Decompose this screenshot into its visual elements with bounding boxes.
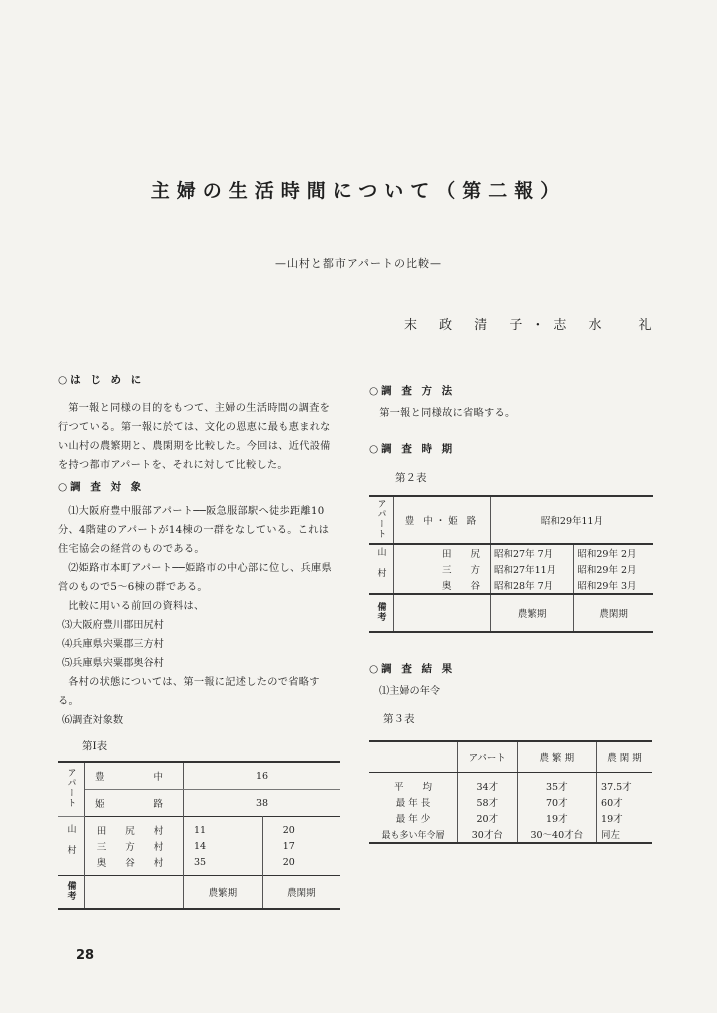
table3-cell: 30〜40才台 [517, 826, 596, 843]
table1-cell: 20 [262, 854, 340, 876]
subject-item-2: ⑵姫路市本町アパート──姫路市の中心部に位し、兵庫県営のもので5〜6棟の群である。 [58, 563, 332, 593]
table3-cell: 58才 [458, 794, 518, 810]
author-last-name: 礼 [638, 318, 661, 333]
table2-cell: 田 尻 [394, 544, 491, 561]
table2-col-header: 農閑期 [574, 594, 653, 632]
table-row [58, 876, 340, 910]
table3-cell: 同左 [597, 826, 652, 843]
left-column [58, 372, 338, 910]
table2-cell: 昭和29年 3月 [574, 577, 653, 594]
table-row [58, 790, 340, 817]
table-row [369, 496, 653, 544]
author-names: 末 政 清 子・志 水 [404, 318, 611, 333]
table3-cell: 60才 [597, 794, 652, 810]
table3-cell: 30才台 [458, 826, 518, 843]
table2-cell: 昭和29年 2月 [574, 544, 653, 561]
table1-cell: 38 [184, 790, 341, 817]
table3-cell: 34才 [458, 773, 518, 795]
table-row [58, 854, 340, 876]
table2-group-village: 山村 [369, 544, 394, 594]
subject-item-3: ⑶大阪府豊川郡田尻村 [62, 620, 164, 631]
table-row [369, 741, 652, 773]
table2-cell: 昭和29年 2月 [574, 561, 653, 577]
table1-group-apart: アパート [58, 762, 85, 817]
table2-cell: 昭和27年 7月 [491, 544, 574, 561]
table3-corner [369, 741, 458, 773]
table1-cell [85, 876, 184, 910]
table1-cell: 35 [184, 854, 263, 876]
subject-item-6: ⑹調査対象数 [62, 715, 124, 726]
authors [404, 314, 661, 333]
table3-row-label: 最 年 少 [395, 814, 431, 825]
table-row [369, 561, 653, 577]
table3-cell: 20才 [458, 810, 518, 826]
subject-item-5: ⑸兵庫県宍粟郡奥谷村 [62, 658, 164, 669]
intro-paragraph: 第一報と同様の目的をもつて、主婦の生活時間の調査を行つている。第一報に於ては、文化の恩恵に最も恵まれない山村の農繁期と、農閑期を比較した。今回は、近代設備を持つ都市アパートを、それに対して比較した。 [58, 403, 331, 471]
table3-row-label: 平 均 [393, 782, 432, 793]
table1-cell: 三 方 村 [85, 838, 184, 854]
table1-cell: 20 [262, 817, 340, 839]
table3-cell: 70才 [517, 794, 596, 810]
table-1 [58, 761, 340, 910]
table2-cell: 三 方 [394, 561, 491, 577]
subject-item-1: ⑴大阪府豊中服部アパート──阪急服部駅へ徒歩距離10分、4階建のアパートが14棟の一群をなしている。これは住宅協会の経営のものである。 [58, 506, 330, 555]
method-paragraph: 第一報と同様故に省略する。 [379, 408, 516, 419]
subject-note: 各村の状態については、第一報に記述したので省略する。 [58, 677, 320, 707]
page-number: 28 [76, 948, 95, 963]
section-heading-method: ○調 査 方 法 [369, 385, 456, 397]
table-row [369, 810, 652, 826]
table3-cell: 19才 [597, 810, 652, 826]
table2-cell: 豊 中・姫 路 [394, 496, 491, 544]
table3-col-header: アパート [458, 741, 518, 773]
table-row [369, 794, 652, 810]
table2-cell: 奥 谷 [394, 577, 491, 594]
table-row [58, 762, 340, 790]
table-row [58, 838, 340, 854]
table-2 [369, 495, 653, 633]
section-heading-results: ○調 査 結 果 [369, 663, 456, 675]
table-row [58, 817, 340, 839]
table3-cell: 19才 [517, 810, 596, 826]
table1-cell: 11 [184, 817, 263, 839]
table1-note-label: 備考 [58, 876, 85, 910]
table-row [369, 577, 653, 594]
table2-cell [394, 594, 491, 632]
table1-cell: 16 [184, 762, 341, 790]
subject-item-4: ⑷兵庫県宍粟郡三方村 [62, 639, 164, 650]
table-row [369, 544, 653, 561]
table1-group-village: 山村 [58, 817, 85, 876]
table3-col-header: 農 繁 期 [517, 741, 596, 773]
table2-cell: 昭和29年11月 [491, 496, 654, 544]
table1-cell: 奥 谷 村 [85, 854, 184, 876]
paper-subtitle: —山村と都市アパートの比較— [274, 257, 443, 270]
table-row [369, 594, 653, 632]
section-heading-period: ○調 査 時 期 [369, 443, 456, 455]
section-heading-subjects: ○調 査 対 象 [58, 481, 145, 493]
table2-cell: 昭和27年11月 [491, 561, 574, 577]
table1-col-header: 農閑期 [262, 876, 340, 910]
table3-col-header: 農 閑 期 [597, 741, 652, 773]
table3-cell: 35才 [517, 773, 596, 795]
table2-col-header: 農繁期 [491, 594, 574, 632]
table1-cell: 姫 路 [85, 790, 184, 817]
table1-cell: 豊 中 [85, 762, 184, 790]
table1-cell: 14 [184, 838, 263, 854]
table2-group-apart: アパート [369, 496, 394, 544]
paper-title: 主婦の生活時間について（第二報） [150, 180, 567, 202]
table-3 [369, 740, 652, 844]
table3-cell: 37.5才 [597, 773, 652, 795]
table3-row-label: 最も多い年令層 [369, 826, 458, 843]
results-subheading: ⑴主婦の年令 [379, 686, 441, 697]
table2-note-label: 備考 [369, 594, 394, 632]
section-heading-intro: ○は じ め に [58, 374, 145, 386]
table-row [369, 773, 652, 795]
table1-label: 第Ⅰ表 [82, 740, 108, 752]
table3-label: 第３表 [383, 713, 415, 725]
subject-compare-text: 比較に用いる前回の資料は、 [68, 601, 205, 612]
table1-cell: 田 尻 村 [85, 817, 184, 839]
table2-label: 第２表 [395, 472, 427, 484]
table-row [369, 826, 652, 843]
table1-col-header: 農繁期 [184, 876, 263, 910]
right-column [369, 383, 649, 844]
table3-row-label: 最 年 長 [395, 798, 431, 809]
table1-cell: 17 [262, 838, 340, 854]
table2-cell: 昭和28年 7月 [491, 577, 574, 594]
